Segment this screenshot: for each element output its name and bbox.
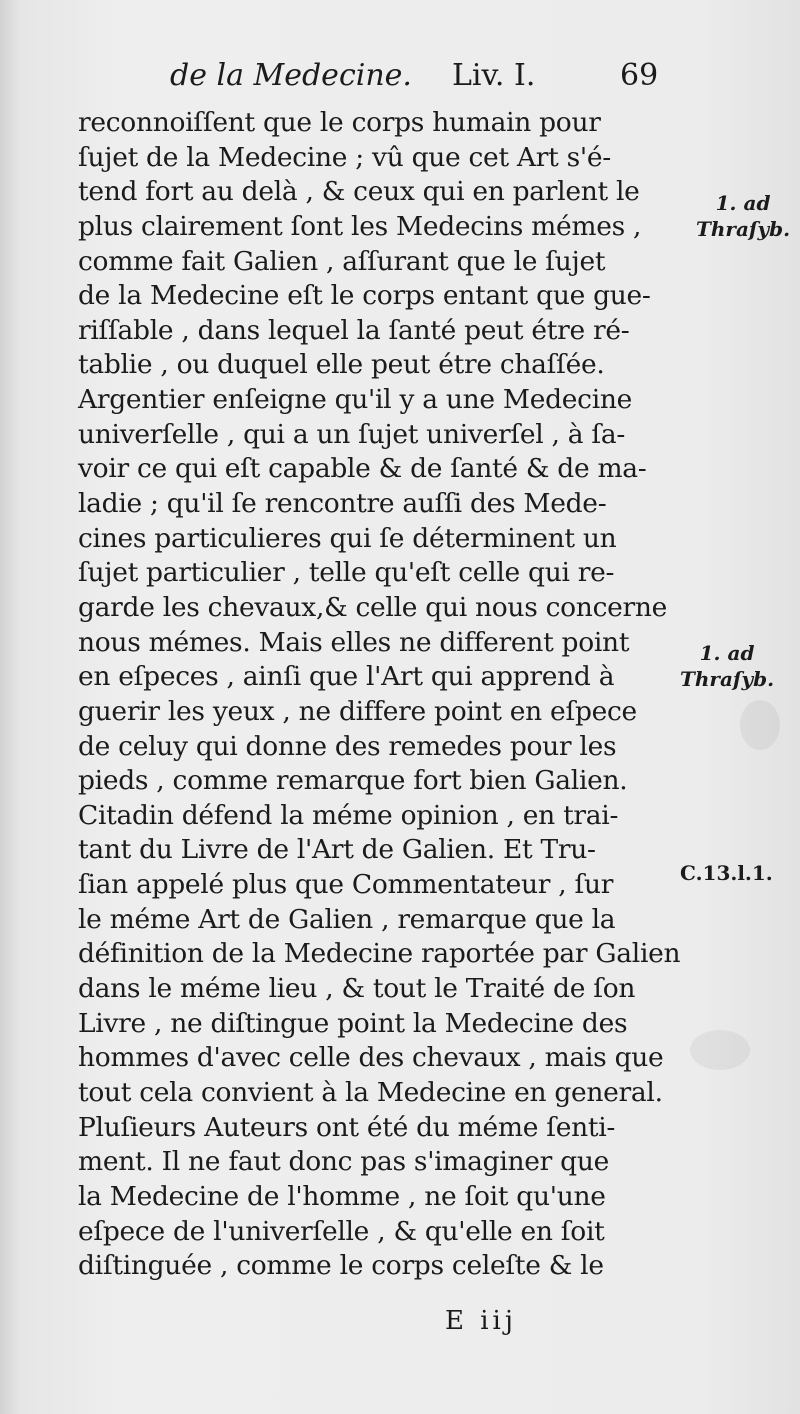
- margin-note: [680, 640, 774, 692]
- margin-note: [696, 190, 790, 242]
- text-line: tout cela convient à la Medecine en general.: [78, 1076, 663, 1108]
- text-line: dans le méme lieu , & tout le Traité de ſon: [78, 973, 636, 1005]
- margin-note-line: Thraſyb.: [696, 217, 791, 241]
- text-line: hommes d'avec celle des chevaux , mais que: [78, 1042, 664, 1074]
- paper-stain: [690, 1030, 750, 1070]
- running-title: de la Medecine.: [170, 58, 412, 93]
- body-text: [78, 106, 681, 1284]
- text-line: plus clairement ſont les Medecins mémes ,: [78, 210, 642, 242]
- text-line: comme fait Galien , aſſurant que le ſujet: [78, 245, 606, 277]
- paper-stain: [740, 700, 780, 750]
- text-line: définition de la Medecine raportée par Galien: [78, 938, 681, 970]
- margin-note-line: 1. ad: [715, 191, 771, 215]
- text-line: riſſable , dans lequel la ſanté peut étre ré-: [78, 314, 630, 346]
- text-line: garde les chevaux,& celle qui nous concerne: [78, 591, 668, 623]
- text-line: voir ce qui eſt capable & de ſanté & de ma-: [78, 453, 647, 485]
- text-line: tablie , ou duquel elle peut étre chaſſée.: [78, 349, 605, 381]
- text-line: ſujet particulier , telle qu'eſt celle qui re-: [78, 557, 615, 589]
- text-line: tend fort au delà , & ceux qui en parlent le: [78, 176, 640, 208]
- margin-note-line: C.13.l.1.: [680, 861, 773, 885]
- text-line: guerir les yeux , ne differe point en eſpece: [78, 695, 637, 727]
- text-line: Livre , ne diſtingue point la Medecine des: [78, 1007, 628, 1039]
- text-line: en eſpeces , ainſi que l'Art qui apprend à: [78, 661, 615, 693]
- text-line: Argentier enſeigne qu'il y a une Medecine: [78, 384, 633, 416]
- text-line: cines particulieres qui ſe déterminent un: [78, 522, 617, 554]
- margin-note: [680, 860, 773, 886]
- margin-note-line: 1. ad: [699, 641, 755, 665]
- text-line: la Medecine de l'homme , ne ſoit qu'une: [78, 1180, 606, 1212]
- margin-note-line: Thraſyb.: [680, 667, 775, 691]
- text-line: tant du Livre de l'Art de Galien. Et Tru-: [78, 834, 596, 866]
- text-line: reconnoiſſent que le corps humain pour: [78, 107, 601, 138]
- text-line: eſpece de l'univerſelle , & qu'elle en ſoit: [78, 1215, 605, 1247]
- page-number: 69: [620, 58, 659, 93]
- text-line: ſujet de la Medecine ; vû que cet Art s'é-: [78, 141, 611, 173]
- text-line: univerſelle , qui a un ſujet univerſel , à ſa-: [78, 418, 626, 450]
- text-line: Citadin défend la méme opinion , en trai-: [78, 799, 619, 831]
- text-line: pieds , comme remarque fort bien Galien.: [78, 765, 628, 797]
- book-section: Liv. I.: [452, 58, 536, 93]
- text-line: ment. Il ne faut donc pas s'imaginer que: [78, 1146, 609, 1178]
- text-line: nous mémes. Mais elles ne different point: [78, 626, 630, 658]
- text-line: le méme Art de Galien , remarque que la: [78, 903, 616, 935]
- text-line: de celuy qui donne des remedes pour les: [78, 730, 617, 762]
- text-line: ſian appelé plus que Commentateur , ſur: [78, 869, 614, 901]
- text-line: Pluſieurs Auteurs ont été du méme ſenti-: [78, 1111, 616, 1143]
- text-line: diſtinguée , comme le corps celeſte & le: [78, 1250, 604, 1282]
- text-line: ladie ; qu'il ſe rencontre auſſi des Mede-: [78, 488, 607, 520]
- text-line: de la Medecine eſt le corps entant que gue-: [78, 280, 651, 312]
- signature-mark: E iij: [445, 1306, 517, 1336]
